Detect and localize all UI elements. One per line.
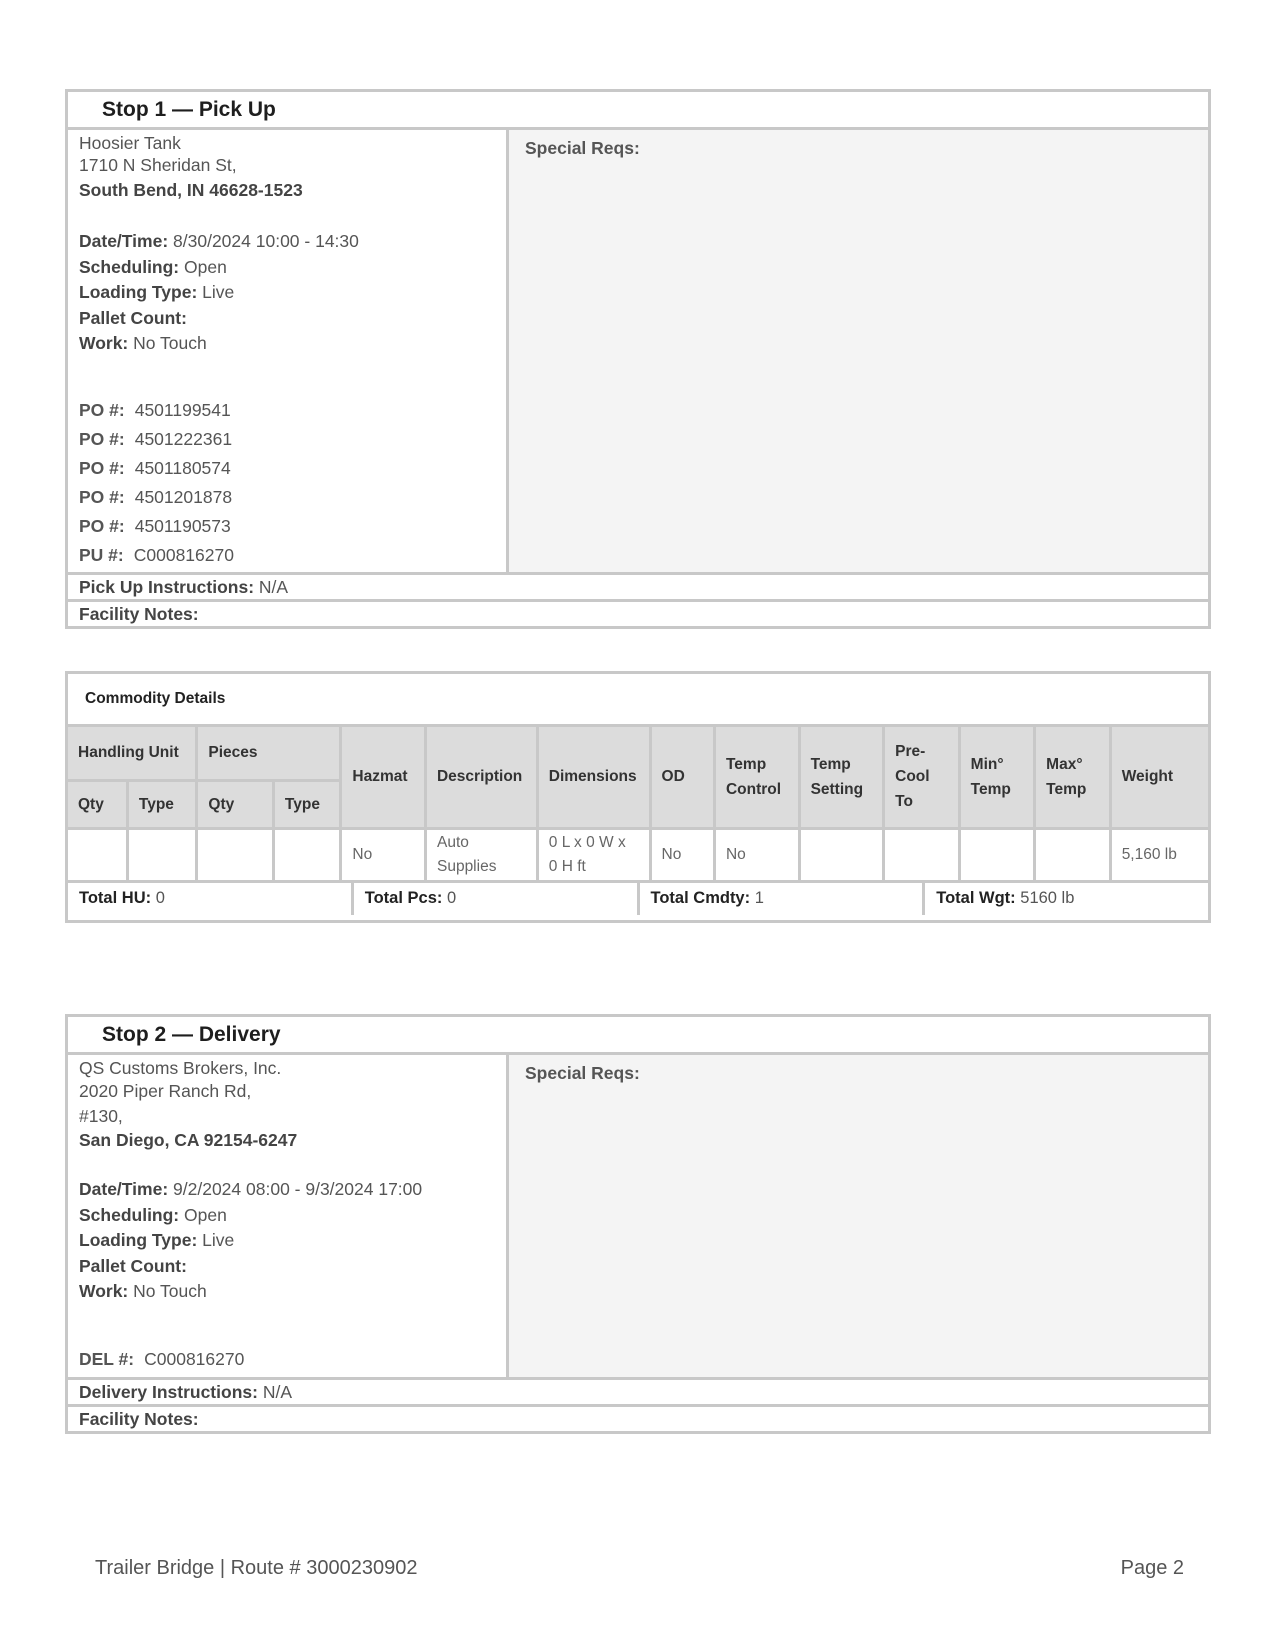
table-row — [68, 828, 1208, 881]
header-handling-unit: Handling Unit — [68, 727, 197, 780]
cell-pcs-type — [273, 828, 340, 881]
cell-description: Auto Supplies — [425, 828, 537, 881]
stop-1-title: Stop 1 — Pick Up — [68, 92, 1208, 130]
header-temp-setting: Temp Setting — [799, 727, 884, 828]
cell-hu-type — [127, 828, 196, 881]
header-description: Description — [425, 727, 537, 828]
total-hu: Total HU: 0 — [68, 883, 354, 915]
total-wgt: Total Wgt: 5160 lb — [936, 888, 1075, 907]
stop-2-title: Stop 2 — Delivery — [68, 1017, 1208, 1055]
header-pcs-qty: Qty — [197, 780, 274, 828]
reference-number: PO #: 4501222361 — [79, 428, 233, 449]
header-pieces: Pieces — [197, 727, 341, 780]
cell-weight: 5,160 lb — [1110, 828, 1208, 881]
reference-number: PU #: C000816270 — [79, 544, 234, 565]
cell-max-temp — [1035, 828, 1111, 881]
reference-number: PO #: 4501201878 — [79, 486, 233, 507]
stop-2-scheduling: Scheduling: Open — [79, 1204, 227, 1225]
stop-1-scheduling: Scheduling: Open — [79, 256, 227, 277]
reference-number: PO #: 4501199541 — [79, 399, 231, 420]
reference-number: PO #: 4501190573 — [79, 515, 231, 536]
header-weight: Weight — [1110, 727, 1208, 828]
stop-2-city-line: San Diego, CA 92154-6247 — [79, 1130, 298, 1150]
stop-2-pallet-count: Pallet Count: — [79, 1255, 187, 1276]
header-pcs-type: Type — [273, 780, 340, 828]
total-cmdty: Total Cmdty: 1 — [640, 883, 926, 915]
header-hu-type: Type — [127, 780, 196, 828]
stop-1-special-reqs: Special Reqs: — [509, 130, 1208, 572]
cell-temp-control: No — [714, 828, 799, 881]
stop-1-pallet-count: Pallet Count: — [79, 307, 187, 328]
commodity-details-title: Commodity Details — [68, 674, 1208, 727]
footer-route: Trailer Bridge | Route # 3000230902 — [95, 1557, 418, 1579]
header-max-temp: Max° Temp — [1035, 727, 1111, 828]
stop-2-loading-type: Loading Type: Live — [79, 1230, 235, 1250]
stop-1-work: Work: No Touch — [79, 333, 207, 353]
cell-temp-setting — [799, 828, 884, 881]
footer-page-number: Page 2 — [1120, 1557, 1184, 1579]
stop-1-loading-type: Loading Type: Live — [79, 282, 235, 302]
header-temp-control: Temp Control — [714, 727, 799, 828]
stop-2-address: 2020 Piper Ranch Rd, — [79, 1081, 252, 1101]
stop-2-facility-notes: Facility Notes: — [79, 1409, 199, 1429]
commodity-table — [68, 727, 1208, 883]
commodity-totals — [68, 883, 1208, 915]
stop-1-facility-notes: Facility Notes: — [79, 604, 199, 624]
stop-2-work: Work: No Touch — [79, 1281, 207, 1301]
cell-pcs-qty — [197, 828, 274, 881]
stop-2-address-2: #130, — [79, 1106, 123, 1126]
stop-2-facility-name: QS Customs Brokers, Inc. — [79, 1058, 282, 1078]
header-pre-cool: Pre-Cool To — [884, 727, 960, 828]
header-dimensions: Dimensions — [537, 727, 650, 828]
cell-hazmat: No — [341, 828, 426, 881]
stop-1-section — [65, 89, 1211, 629]
stop-1-details — [68, 130, 509, 572]
stop-2-details — [68, 1055, 509, 1377]
stop-1-facility-name: Hoosier Tank — [79, 133, 181, 153]
header-od: OD — [650, 727, 714, 828]
reference-number: PO #: 4501180574 — [79, 457, 231, 478]
reference-number: DEL #: C000816270 — [79, 1348, 245, 1369]
stop-2-datetime: Date/Time: 9/2/2024 08:00 - 9/3/2024 17:00 — [79, 1179, 423, 1199]
header-hu-qty: Qty — [68, 780, 127, 828]
cell-dimensions: 0 L x 0 W x 0 H ft — [537, 828, 650, 881]
stop-1-datetime: Date/Time: 8/30/2024 10:00 - 14:30 — [79, 231, 359, 251]
stop-1-address: 1710 N Sheridan St, — [79, 155, 237, 175]
stop-2-body — [68, 1055, 1208, 1380]
stop-2-section — [65, 1014, 1211, 1434]
total-pcs: Total Pcs: 0 — [354, 883, 640, 915]
stop-2-instructions: Delivery Instructions: N/A — [68, 1380, 1208, 1407]
cell-od: No — [650, 828, 714, 881]
cell-pre-cool — [884, 828, 960, 881]
stop-1-instructions: Pick Up Instructions: N/A — [68, 575, 1208, 602]
cell-min-temp — [959, 828, 1035, 881]
header-hazmat: Hazmat — [341, 727, 426, 828]
stop-1-city-line: South Bend, IN 46628-1523 — [79, 180, 303, 200]
stop-1-body — [68, 130, 1208, 575]
header-min-temp: Min° Temp — [959, 727, 1035, 828]
stop-2-special-reqs: Special Reqs: — [509, 1055, 1208, 1377]
commodity-details-section — [65, 671, 1211, 923]
cell-hu-qty — [68, 828, 127, 881]
